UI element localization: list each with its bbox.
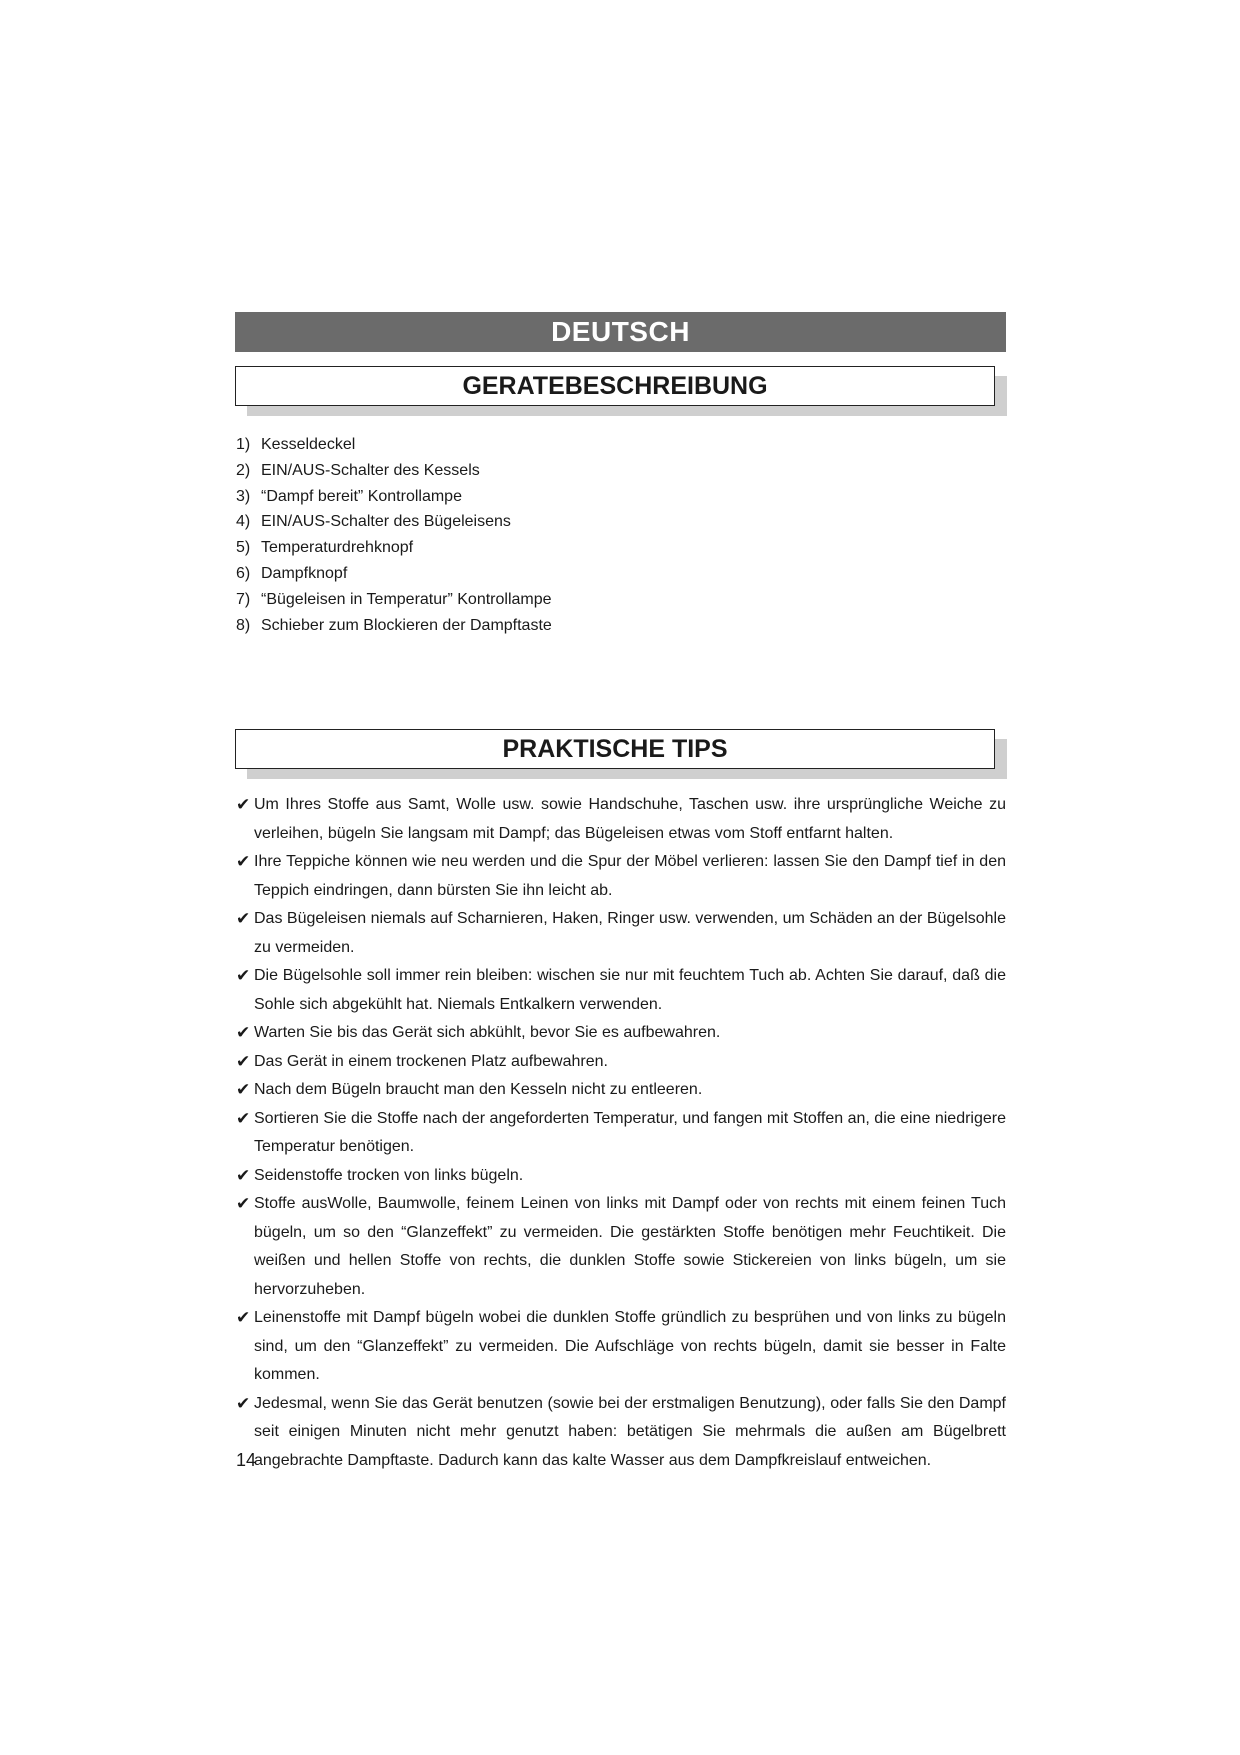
list-item: ✔ Das Bügeleisen niemals auf Scharnieren, Haken, Ringer usw. verwenden, um Schäden an der Bügelsohle zu vermeiden.: [236, 905, 1006, 962]
list-item: ✔ Warten Sie bis das Gerät sich abkühlt, bevor Sie es aufbewahren.: [236, 1019, 1006, 1048]
checkmark-icon: ✔: [236, 852, 251, 871]
checkmark-icon: ✔: [236, 966, 251, 985]
list-item: 2) EIN/AUS-Schalter des Kessels: [236, 461, 480, 479]
parts-section-header: [235, 366, 995, 406]
checkmark-icon: ✔: [236, 1308, 251, 1327]
checkmark-icon: ✔: [236, 909, 251, 928]
parts-list: [236, 432, 552, 638]
list-item: ✔ Sortieren Sie die Stoffe nach der angeforderten Temperatur, und fangen mit Stoffen an, die eine niedrigere Temperatur benötigen.: [236, 1105, 1006, 1162]
list-item: ✔ Seidenstoffe trocken von links bügeln.: [236, 1162, 1006, 1191]
checkmark-icon: ✔: [236, 1108, 251, 1128]
language-header: DEUTSCH: [235, 312, 1006, 352]
list-item: ✔ Das Gerät in einem trockenen Platz aufbewahren.: [236, 1048, 1006, 1077]
checkmark-icon: ✔: [236, 1051, 251, 1071]
list-item: ✔ Stoffe ausWolle, Baumwolle, feinem Leinen von links mit Dampf oder von rechts mit einem feinen Tuch bügeln, um so den “Glanzeffekt” zu vermeiden. Die gestärkten Stoffe benötigen mehr Feuchtikeit. Die weißen und hellen Stoffe von rechts, die dunklen Stoffe sowie Stickereien von links bügeln, um sie hervorzuheben.: [236, 1190, 1006, 1304]
list-item: ✔ Jedesmal, wenn Sie das Gerät benutzen (sowie bei der erstmaligen Benutzung), oder falls Sie den Dampf seit einigen Minuten nicht mehr genutzt haben: betätigen Sie mehrmals die außen am Bügelbrett angebrachte Dampftaste. Dadurch kann das kalte Wasser aus dem Dampfkreislauf entweichen.: [236, 1390, 1006, 1476]
list-item: 5) Temperaturdrehknopf: [236, 539, 414, 557]
checkmark-icon: ✔: [236, 1165, 251, 1185]
list-item: 8) Schieber zum Blockieren der Dampftaste: [236, 616, 552, 634]
tips-list: [236, 791, 1006, 1475]
list-item: ✔ Die Bügelsohle soll immer rein bleiben: wischen sie nur mit feuchtem Tuch ab. Achten Sie darauf, daß die Sohle sich abgekühlt hat. Niemals Entkalkern verwenden.: [236, 962, 1006, 1019]
list-item: ✔ Ihre Teppiche können wie neu werden und die Spur der Möbel verlieren: lassen Sie den Dampf tief in den Teppich eindringen, dann bürsten Sie ihn leicht ab.: [236, 848, 1006, 905]
checkmark-icon: ✔: [236, 795, 251, 814]
checkmark-icon: ✔: [236, 1393, 251, 1413]
list-item: 6) Dampfknopf: [236, 564, 348, 582]
page-number: 14: [236, 1450, 257, 1470]
parts-section-title: GERATEBESCHREIBUNG: [235, 366, 995, 406]
list-item: 3) “Dampf bereit” Kontrollampe: [236, 487, 462, 505]
tips-section-header: [235, 729, 995, 769]
list-item: ✔ Nach dem Bügeln braucht man den Kesseln nicht zu entleeren.: [236, 1076, 1006, 1105]
list-item: 4) EIN/AUS-Schalter des Bügeleisens: [236, 513, 511, 531]
list-item: 7) “Bügeleisen in Temperatur” Kontrollampe: [236, 590, 552, 608]
tips-section-title: PRAKTISCHE TIPS: [235, 729, 995, 769]
checkmark-icon: ✔: [236, 1194, 251, 1213]
list-item: ✔ Um Ihres Stoffe aus Samt, Wolle usw. sowie Handschuhe, Taschen usw. ihre ursprüngliche Weiche zu verleihen, bügeln Sie langsam mit Dampf; das Bügeleisen etwas vom Stoff entfarnt halten.: [236, 791, 1006, 848]
list-item: 1) Kesseldeckel: [236, 436, 356, 453]
checkmark-icon: ✔: [236, 1023, 251, 1042]
list-item: ✔ Leinenstoffe mit Dampf bügeln wobei die dunklen Stoffe gründlich zu besprühen und von links zu bügeln sind, um den “Glanzeffekt” zu vermeiden. Die Aufschläge von rechts bügeln, damit sie besser in Falte kommen.: [236, 1304, 1006, 1390]
checkmark-icon: ✔: [236, 1080, 251, 1099]
